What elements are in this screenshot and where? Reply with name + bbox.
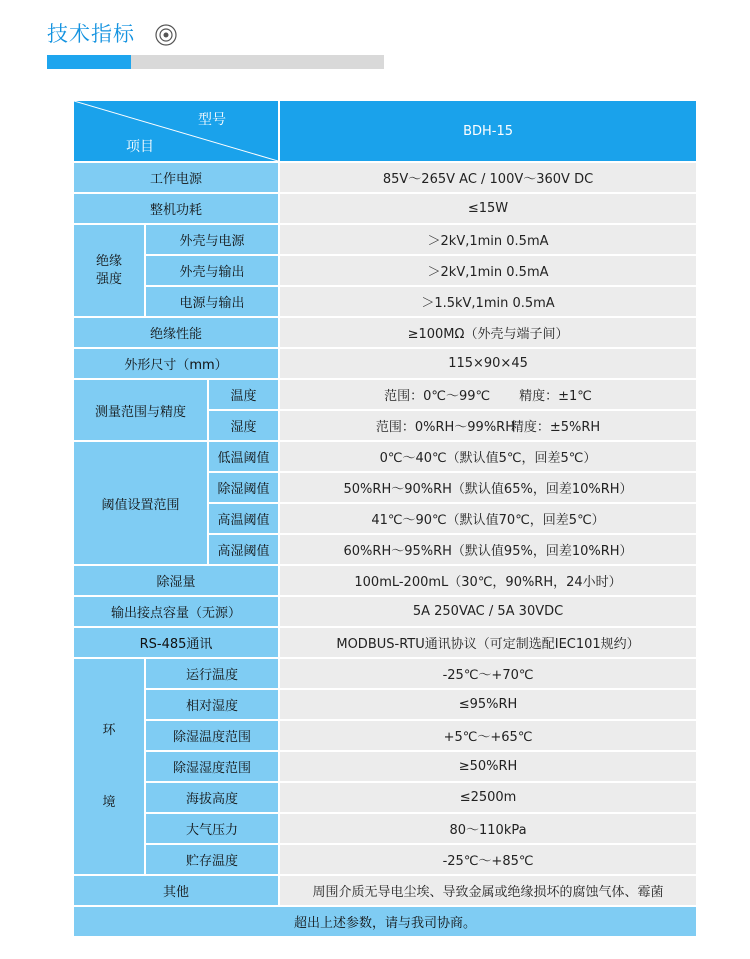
insulation-row-label: 外壳与输出 <box>145 255 279 286</box>
measurement-row-label: 湿度 <box>208 410 279 441</box>
table-row <box>73 813 697 844</box>
environment-label-char1: 环 <box>102 722 116 738</box>
environment-row-value: ≥50%RH <box>279 751 697 782</box>
measurement-range: 范围：0%RH～99%RH <box>375 420 515 435</box>
footer-note: 超出上述参数，请与我司协商。 <box>73 906 697 937</box>
environment-row-label: 海拔高度 <box>145 782 279 813</box>
insulation-strength-label <box>73 224 145 317</box>
threshold-row-value: 0℃～40℃（默认值5℃，回差5℃） <box>279 441 697 472</box>
table-row <box>73 565 697 596</box>
threshold-label: 阈值设置范围 <box>73 441 208 565</box>
threshold-row-label: 高湿阈值 <box>208 534 279 565</box>
target-circle-icon <box>155 24 177 46</box>
environment-row-value: -25℃～+85℃ <box>279 844 697 875</box>
dehumidification-label: 除湿量 <box>73 565 279 596</box>
insulation-strength-label-line1: 绝缘 <box>95 253 122 269</box>
measurement-row-value <box>279 410 697 441</box>
environment-label <box>73 658 145 875</box>
environment-row-label: 运行温度 <box>145 658 279 689</box>
insulation-row-value: ＞2kV,1min 0.5mA <box>279 255 697 286</box>
environment-label-char2: 境 <box>102 794 116 810</box>
threshold-row-label: 高温阈值 <box>208 503 279 534</box>
table-row <box>73 255 697 286</box>
environment-row-label: 除湿湿度范围 <box>145 751 279 782</box>
environment-row-value: 80～110kPa <box>279 813 697 844</box>
environment-row-label: 贮存温度 <box>145 844 279 875</box>
environment-row-value: -25℃～+70℃ <box>279 658 697 689</box>
table-row <box>73 596 697 627</box>
insulation-strength-label-line2: 强度 <box>95 271 122 287</box>
page-title: 技术指标 <box>47 22 135 46</box>
table-row <box>73 162 697 193</box>
insulation-performance-label: 绝缘性能 <box>73 317 279 348</box>
insulation-row-label: 外壳与电源 <box>145 224 279 255</box>
table-footer-row <box>73 906 697 937</box>
table-row <box>73 441 697 472</box>
threshold-row-value: 60%RH～95%RH（默认值95%，回差10%RH） <box>279 534 697 565</box>
insulation-row-label: 电源与输出 <box>145 286 279 317</box>
rs485-label: RS-485通讯 <box>73 627 279 658</box>
table-row <box>73 193 697 224</box>
table-row <box>73 720 697 751</box>
table-row <box>73 875 697 906</box>
environment-row-label: 除湿温度范围 <box>145 720 279 751</box>
insulation-row-value: ＞2kV,1min 0.5mA <box>279 224 697 255</box>
table-row <box>73 751 697 782</box>
spec-table <box>72 99 698 938</box>
environment-row-label: 相对湿度 <box>145 689 279 720</box>
power-supply-label: 工作电源 <box>73 162 279 193</box>
measurement-accuracy: 精度：±1℃ <box>519 389 592 404</box>
insulation-row-value: ＞1.5kV,1min 0.5mA <box>279 286 697 317</box>
table-row <box>73 286 697 317</box>
dehumidification-value: 100mL-200mL（30℃，90%RH，24小时） <box>279 565 697 596</box>
output-contact-value: 5A 250VAC / 5A 30VDC <box>279 596 697 627</box>
table-row <box>73 317 697 348</box>
power-consumption-label: 整机功耗 <box>73 193 279 224</box>
other-value: 周围介质无导电尘埃、导致金属或绝缘损坏的腐蚀气体、霉菌 <box>279 875 697 906</box>
table-row <box>73 689 697 720</box>
table-row <box>73 782 697 813</box>
measurement-accuracy: 精度：±5%RH <box>510 420 601 435</box>
environment-row-value: ≤95%RH <box>279 689 697 720</box>
header-model-label: 型号 <box>198 112 227 128</box>
model-name: BDH-15 <box>279 100 697 162</box>
environment-row-value: ≤2500m <box>279 782 697 813</box>
measurement-row-label: 温度 <box>208 379 279 410</box>
threshold-row-value: 41℃～90℃（默认值70℃，回差5℃） <box>279 503 697 534</box>
threshold-row-label: 除湿阈值 <box>208 472 279 503</box>
table-row <box>73 224 697 255</box>
threshold-row-label: 低温阈值 <box>208 441 279 472</box>
environment-row-label: 大气压力 <box>145 813 279 844</box>
rs485-value: MODBUS-RTU通讯协议（可定制选配IEC101规约） <box>279 627 697 658</box>
table-row <box>73 379 697 410</box>
table-row <box>73 348 697 379</box>
table-row <box>73 658 697 689</box>
output-contact-label: 输出接点容量（无源） <box>73 596 279 627</box>
header-item-label: 项目 <box>126 139 154 155</box>
insulation-performance-value: ≥100MΩ（外壳与端子间） <box>279 317 697 348</box>
table-header-row <box>73 100 697 162</box>
diagonal-line-icon <box>74 101 278 161</box>
measurement-range: 范围：0℃～99℃ <box>384 389 491 404</box>
dimensions-value: 115×90×45 <box>279 348 697 379</box>
measurement-label: 测量范围与精度 <box>73 379 208 441</box>
header-diagonal-cell <box>73 100 279 162</box>
dimensions-label: 外形尺寸（mm） <box>73 348 279 379</box>
power-consumption-value: ≤15W <box>279 193 697 224</box>
threshold-row-value: 50%RH～90%RH（默认值65%，回差10%RH） <box>279 472 697 503</box>
table-row <box>73 844 697 875</box>
title-underline-accent <box>47 55 131 69</box>
title-underline-track <box>131 55 384 69</box>
environment-row-value: +5℃～+65℃ <box>279 720 697 751</box>
other-label: 其他 <box>73 875 279 906</box>
table-row <box>73 627 697 658</box>
measurement-row-value <box>279 379 697 410</box>
power-supply-value: 85V～265V AC / 100V～360V DC <box>279 162 697 193</box>
